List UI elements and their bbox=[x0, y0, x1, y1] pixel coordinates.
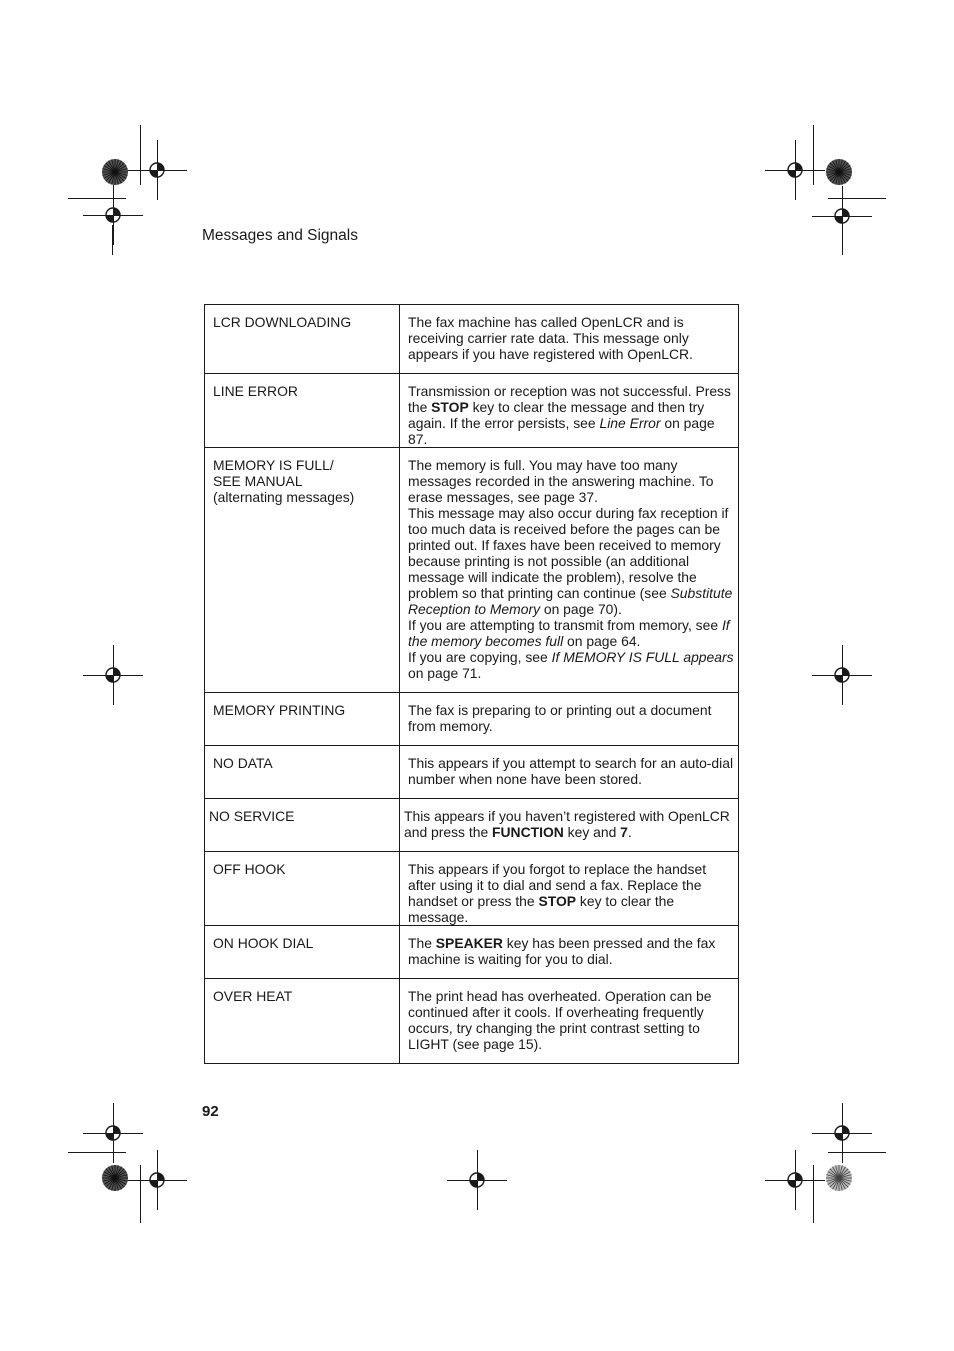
crosshair-registration-mark-icon bbox=[467, 1170, 487, 1190]
crop-line bbox=[828, 198, 886, 199]
description-text: The fax is preparing to or printing out a document from memory. bbox=[408, 702, 712, 734]
message-cell bbox=[205, 448, 400, 693]
description-text: key has been pressed and the fax machine is waiting for you to dial. bbox=[408, 935, 716, 967]
description-cell bbox=[400, 799, 739, 852]
crosshair-registration-mark-icon bbox=[103, 665, 123, 685]
description-text: The memory is full. You may have too many messages recorded in the answering machine. To erase messages, see page 37. bbox=[408, 457, 714, 505]
message-name: ON HOOK DIAL bbox=[213, 935, 314, 951]
message-name: LCR DOWNLOADING bbox=[213, 314, 352, 330]
starburst-color-mark-icon bbox=[825, 1164, 853, 1192]
table-row bbox=[205, 799, 739, 852]
message-name: MEMORY PRINTING bbox=[213, 702, 346, 718]
key-name: STOP bbox=[538, 893, 577, 909]
description-cell bbox=[400, 979, 739, 1064]
description-text: This message may also occur during fax reception if too much data is received before the pages can be printed out. If faxes have been received to memory because printing is not possible (an additional message will indicate the problem), resolve the problem so that printing can continue (see bbox=[408, 505, 729, 601]
message-cell bbox=[205, 979, 400, 1064]
description-cell bbox=[400, 926, 739, 979]
message-name: NO DATA bbox=[213, 755, 273, 771]
starburst-color-mark-icon bbox=[101, 158, 129, 186]
crosshair-registration-mark-icon bbox=[785, 1170, 805, 1190]
description-cell bbox=[400, 746, 739, 799]
crosshair-registration-mark-icon bbox=[103, 1123, 123, 1143]
message-cell bbox=[205, 852, 400, 926]
description-text: The fax machine has called OpenLCR and is receiving carrier rate data. This message only appears if you have registered with OpenLCR. bbox=[408, 314, 693, 362]
description-text: key and bbox=[563, 824, 621, 840]
crosshair-registration-mark-icon bbox=[832, 206, 852, 226]
reference-title: Line Error bbox=[599, 415, 661, 431]
reference-title: Substitute Reception to Memory bbox=[408, 585, 733, 617]
message-cell bbox=[205, 693, 400, 746]
message-name: NO SERVICE bbox=[209, 808, 295, 824]
message-name: OFF HOOK bbox=[213, 861, 286, 877]
crop-line bbox=[828, 1152, 886, 1153]
crop-line bbox=[68, 1152, 126, 1153]
description-cell bbox=[400, 448, 739, 693]
message-name: OVER HEAT bbox=[213, 988, 293, 1004]
crosshair-registration-mark-icon bbox=[832, 1123, 852, 1143]
reference-title: If the memory becomes full bbox=[408, 617, 730, 649]
crosshair-registration-mark-icon bbox=[103, 205, 123, 225]
crosshair-registration-mark-icon bbox=[785, 160, 805, 180]
table-row bbox=[205, 852, 739, 926]
description-text: key to clear the message. bbox=[408, 893, 675, 925]
crosshair-registration-mark-icon bbox=[147, 1170, 167, 1190]
page-number: 92 bbox=[202, 1103, 219, 1120]
table-row bbox=[205, 746, 739, 799]
description-text: This appears if you haven’t registered with OpenLCR and press the bbox=[404, 808, 730, 840]
message-cell bbox=[205, 799, 400, 852]
messages-table bbox=[204, 304, 739, 1064]
description-cell bbox=[400, 852, 739, 926]
crop-line bbox=[140, 1165, 141, 1223]
crop-line bbox=[813, 125, 814, 185]
table-row bbox=[205, 926, 739, 979]
message-cell bbox=[205, 374, 400, 448]
crosshair-registration-mark-icon bbox=[147, 160, 167, 180]
message-cell bbox=[205, 746, 400, 799]
key-name: FUNCTION bbox=[492, 824, 564, 840]
description-text: If you are attempting to transmit from memory, see bbox=[408, 617, 722, 633]
message-name: MEMORY IS FULL/ SEE MANUAL (alternating messages) bbox=[213, 457, 355, 505]
description-cell bbox=[400, 693, 739, 746]
table-row bbox=[205, 693, 739, 746]
description-text: The bbox=[408, 935, 436, 951]
message-cell bbox=[205, 926, 400, 979]
starburst-color-mark-icon bbox=[101, 1164, 129, 1192]
table-row bbox=[205, 305, 739, 374]
description-text: on page 71. bbox=[408, 665, 482, 681]
table-row bbox=[205, 374, 739, 448]
key-name: STOP bbox=[431, 399, 469, 415]
reference-title: If MEMORY IS FULL appears bbox=[551, 649, 734, 665]
description-text: Transmission or reception was not successful. Press the bbox=[408, 383, 731, 415]
starburst-color-mark-icon bbox=[825, 158, 853, 186]
key-name: 7 bbox=[620, 824, 628, 840]
description-text: If you are copying, see bbox=[408, 649, 552, 665]
key-name: SPEAKER bbox=[435, 935, 503, 951]
description-text: This appears if you forgot to replace the handset after using it to dial and send a fax. Replace the handset or press the bbox=[408, 861, 707, 909]
page-header: Messages and Signals bbox=[202, 227, 358, 244]
crop-line bbox=[140, 125, 141, 185]
message-cell bbox=[205, 305, 400, 374]
description-text: This appears if you attempt to search for an auto-dial number when none have been stored. bbox=[408, 755, 734, 787]
description-cell bbox=[400, 305, 739, 374]
table-row bbox=[205, 448, 739, 693]
description-text: . bbox=[627, 824, 632, 840]
description-text: on page 87. bbox=[408, 415, 715, 447]
crop-line bbox=[813, 1165, 814, 1223]
crop-line bbox=[68, 198, 126, 199]
description-text: on page 70). bbox=[540, 601, 622, 617]
description-cell bbox=[400, 374, 739, 448]
table-row bbox=[205, 979, 739, 1064]
crosshair-registration-mark-icon bbox=[832, 665, 852, 685]
description-text: The print head has overheated. Operation can be continued after it cools. If overheating frequently occurs, try changing the print contrast setting to LIGHT (see page 15). bbox=[408, 988, 712, 1052]
message-name: LINE ERROR bbox=[213, 383, 298, 399]
description-text: key to clear the message and then try again. If the error persists, see bbox=[408, 399, 705, 431]
description-text: on page 64. bbox=[563, 633, 641, 649]
